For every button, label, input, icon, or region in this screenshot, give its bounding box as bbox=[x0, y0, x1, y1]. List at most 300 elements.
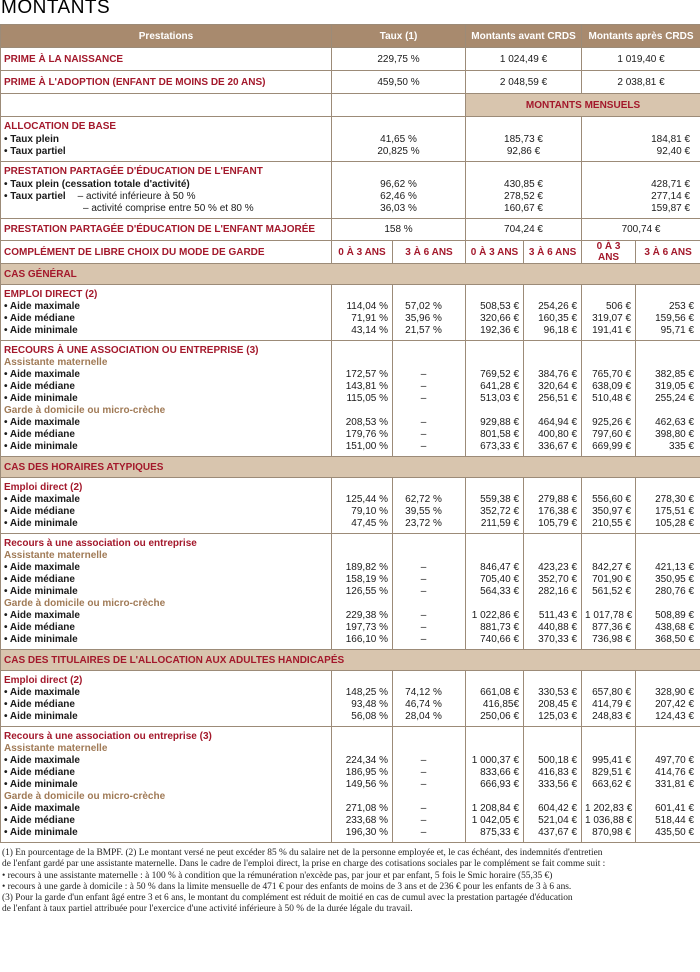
footnote-line: de l'enfant gardé par une assistante maternelle. Dans le cadre de l'emploi direct, la prise en charge des cotisations sociales par le complément se fait comme suit : bbox=[2, 859, 606, 870]
value: 124,43 € bbox=[655, 711, 695, 722]
base-apres bbox=[582, 117, 700, 162]
cmg-value-col bbox=[393, 478, 466, 534]
aide-label: • Aide médiane bbox=[4, 381, 75, 392]
value: 28,04 % bbox=[405, 711, 442, 722]
value: 797,60 € bbox=[592, 429, 632, 440]
value: 62,72 % bbox=[405, 494, 442, 505]
value: 41,65 % bbox=[380, 134, 417, 145]
value: 319,05 € bbox=[655, 381, 695, 392]
footnote-line: (3) Pour la garde d'un enfant âgé entre 3 et 6 ans, le montant du complément est réduit de moitié en cas de cumul avec la prestation partagée d'éducation bbox=[2, 893, 573, 904]
cmg-apres-3-6: 3 À 6 ANS bbox=[636, 241, 700, 264]
value: 842,27 € bbox=[592, 562, 632, 573]
table-header bbox=[1, 25, 700, 48]
base-row-label: • Taux partiel bbox=[4, 146, 66, 157]
value: 663,62 € bbox=[592, 779, 632, 790]
value: 604,42 € bbox=[538, 803, 578, 814]
footnote-line: • recours à une garde à domicile : à 50 % dans la limite mensuelle de 471 € pour des enfants de moins de 3 ans et de 236 € pour les enfants de 3 à 6 ans. bbox=[2, 881, 572, 892]
aide-label: • Aide médiane bbox=[4, 767, 75, 778]
cmg-block-title: Emploi direct (2) bbox=[4, 482, 83, 493]
cmg-value-col bbox=[636, 534, 700, 650]
cmg-value-col bbox=[582, 534, 636, 650]
aide-label: • Aide médiane bbox=[4, 506, 75, 517]
value: 641,28 € bbox=[480, 381, 520, 392]
value: 149,56 % bbox=[345, 779, 388, 790]
cmg-value-col bbox=[524, 478, 582, 534]
prepare-sub1: – activité inférieure à 50 % bbox=[77, 191, 196, 202]
value: 331,81 € bbox=[655, 779, 695, 790]
value: 39,55 % bbox=[405, 506, 442, 517]
value: – bbox=[420, 381, 427, 392]
cmg-taux-3-6: 3 À 6 ANS bbox=[393, 241, 466, 264]
aide-label: • Aide maximale bbox=[4, 417, 80, 428]
apres-majoree: 700,74 € bbox=[582, 219, 700, 241]
value: 352,70 € bbox=[538, 574, 578, 585]
cmg-subgroup-title: Garde à domicile ou micro-crèche bbox=[4, 791, 166, 802]
cmg-block-title: Recours à une association ou entreprise (3) bbox=[4, 731, 212, 742]
cmg-block bbox=[1, 534, 700, 650]
avant-naissance: 1 024,49 € bbox=[466, 48, 582, 71]
apres-adoption: 2 038,81 € bbox=[582, 71, 700, 94]
cmg-value-col bbox=[332, 285, 393, 341]
value: 995,41 € bbox=[592, 755, 632, 766]
row-cmg bbox=[1, 241, 700, 264]
value: 151,00 % bbox=[345, 441, 388, 452]
base-avant bbox=[466, 117, 582, 162]
value: 423,23 € bbox=[538, 562, 578, 573]
value: 497,70 € bbox=[655, 755, 695, 766]
cmg-value-col bbox=[332, 341, 393, 457]
value: 335 € bbox=[669, 441, 695, 452]
value: 384,76 € bbox=[538, 369, 578, 380]
value: 36,03 % bbox=[380, 203, 417, 214]
value: 278,30 € bbox=[655, 494, 695, 505]
value: 96,62 % bbox=[380, 179, 417, 190]
cmg-block-title: Recours à une association ou entreprise bbox=[4, 538, 197, 549]
value: 330,53 € bbox=[538, 687, 578, 698]
band-cas-general-label: CAS GÉNÉRAL bbox=[1, 264, 700, 285]
band-cas-general bbox=[1, 264, 700, 285]
value: 440,88 € bbox=[538, 622, 578, 633]
aide-label: • Aide maximale bbox=[4, 610, 80, 621]
value: 462,63 € bbox=[655, 417, 695, 428]
value: 333,56 € bbox=[538, 779, 578, 790]
col-prestations: Prestations bbox=[1, 25, 332, 48]
value: 430,85 € bbox=[504, 179, 543, 190]
value: – bbox=[420, 767, 427, 778]
value: 191,41 € bbox=[592, 325, 632, 336]
value: 186,95 % bbox=[345, 767, 388, 778]
value: 666,93 € bbox=[480, 779, 520, 790]
value: 561,52 € bbox=[592, 586, 632, 597]
row-prepare bbox=[1, 162, 700, 219]
value: 71,91 % bbox=[351, 313, 388, 324]
row-mensuels bbox=[1, 94, 700, 117]
cmg-value-col bbox=[636, 341, 700, 457]
value: 185,73 € bbox=[504, 134, 543, 145]
cmg-value-col bbox=[636, 727, 700, 843]
value: 172,57 % bbox=[345, 369, 388, 380]
value: 166,10 % bbox=[345, 634, 388, 645]
cmg-subgroup-title: Garde à domicile ou micro-crèche bbox=[4, 598, 166, 609]
value: – bbox=[420, 634, 427, 645]
value: 398,80 € bbox=[655, 429, 695, 440]
band-horaires-atypiques bbox=[1, 457, 700, 478]
value: 148,25 % bbox=[345, 687, 388, 698]
value: 877,36 € bbox=[592, 622, 632, 633]
cmg-value-col bbox=[524, 341, 582, 457]
value: 513,03 € bbox=[480, 393, 520, 404]
value: 280,76 € bbox=[655, 586, 695, 597]
value: 175,51 € bbox=[655, 506, 695, 517]
footnote-line: (1) En pourcentage de la BMPF. (2) Le montant versé ne peut excéder 85 % du salaire net de la personne employée et, le cas échéant, des indemnités d'entretien bbox=[2, 848, 603, 858]
value: 211,59 € bbox=[480, 518, 520, 529]
value: 400,80 € bbox=[538, 429, 578, 440]
value: 510,48 € bbox=[592, 393, 632, 404]
value: 736,98 € bbox=[592, 634, 632, 645]
value: 210,55 € bbox=[592, 518, 632, 529]
aide-label: • Aide médiane bbox=[4, 313, 75, 324]
aide-label: • Aide minimale bbox=[4, 779, 78, 790]
value: 320,64 € bbox=[538, 381, 578, 392]
spacer-cell bbox=[1, 94, 332, 117]
value: 158,19 % bbox=[345, 574, 388, 585]
value: 925,26 € bbox=[592, 417, 632, 428]
cmg-value-col bbox=[332, 671, 393, 727]
cmg-block-labels bbox=[1, 341, 332, 457]
cmg-value-col bbox=[636, 478, 700, 534]
value: 125,03 € bbox=[538, 711, 578, 722]
value: 189,82 % bbox=[345, 562, 388, 573]
value: 105,79 € bbox=[538, 518, 578, 529]
value: 1 000,37 € bbox=[471, 755, 520, 766]
cmg-block-labels bbox=[1, 534, 332, 650]
value: 1 022,86 € bbox=[471, 610, 520, 621]
value: 43,14 % bbox=[351, 325, 388, 336]
value: 421,13 € bbox=[655, 562, 695, 573]
cmg-value-col bbox=[393, 671, 466, 727]
value: 518,44 € bbox=[655, 815, 695, 826]
value: 278,52 € bbox=[504, 191, 543, 202]
value: 508,53 € bbox=[480, 301, 520, 312]
value: 23,72 % bbox=[405, 518, 442, 529]
cmg-value-col bbox=[393, 727, 466, 843]
band-horaires-atypiques-label: CAS DES HORAIRES ATYPIQUES bbox=[1, 457, 700, 478]
value: 870,98 € bbox=[592, 827, 632, 838]
value: 320,66 € bbox=[480, 313, 520, 324]
value: 506 € bbox=[606, 301, 632, 312]
cmg-value-col bbox=[332, 727, 393, 843]
cmg-avant-0-3: 0 À 3 ANS bbox=[466, 241, 524, 264]
value: 638,09 € bbox=[592, 381, 632, 392]
aide-label: • Aide minimale bbox=[4, 441, 78, 452]
value: 160,67 € bbox=[504, 203, 543, 214]
value: 20,825 % bbox=[377, 146, 420, 157]
label-adoption bbox=[1, 71, 332, 94]
cmg-value-col bbox=[332, 534, 393, 650]
aide-label: • Aide maximale bbox=[4, 755, 80, 766]
cmg-block-labels bbox=[1, 478, 332, 534]
value: 705,40 € bbox=[480, 574, 520, 585]
cmg-block bbox=[1, 285, 700, 341]
cmg-value-col bbox=[466, 478, 524, 534]
cmg-value-col bbox=[582, 478, 636, 534]
base-title: ALLOCATION DE BASE bbox=[4, 121, 117, 132]
value: 500,18 € bbox=[538, 755, 578, 766]
value: 740,66 € bbox=[480, 634, 520, 645]
cmg-value-col bbox=[636, 671, 700, 727]
cmg-value-col bbox=[393, 341, 466, 457]
cmg-block-labels bbox=[1, 285, 332, 341]
prepare-labels bbox=[1, 162, 332, 219]
aide-label: • Aide minimale bbox=[4, 634, 78, 645]
value: 601,41 € bbox=[655, 803, 695, 814]
col-avant-crds: Montants avant CRDS bbox=[466, 25, 582, 48]
col-taux: Taux (1) bbox=[332, 25, 466, 48]
cmg-avant-3-6: 3 À 6 ANS bbox=[524, 241, 582, 264]
prepare-avant bbox=[466, 162, 582, 219]
cmg-block bbox=[1, 478, 700, 534]
value: 875,33 € bbox=[480, 827, 520, 838]
avant-majoree: 704,24 € bbox=[466, 219, 582, 241]
value: 56,08 % bbox=[351, 711, 388, 722]
cmg-taux-0-3: 0 À 3 ANS bbox=[332, 241, 393, 264]
taux-majoree: 158 % bbox=[332, 219, 466, 241]
aide-label: • Aide médiane bbox=[4, 574, 75, 585]
band-aah bbox=[1, 650, 700, 671]
prepare-title: PRESTATION PARTAGÉE D'ÉDUCATION DE L'ENFANT bbox=[4, 166, 263, 177]
base-taux bbox=[332, 117, 466, 162]
value: 254,26 € bbox=[538, 301, 578, 312]
value: 769,52 € bbox=[480, 369, 520, 380]
apres-naissance: 1 019,40 € bbox=[582, 48, 700, 71]
cmg-value-col bbox=[466, 727, 524, 843]
value: 833,66 € bbox=[480, 767, 520, 778]
cmg-value-col bbox=[466, 285, 524, 341]
cmg-block bbox=[1, 671, 700, 727]
row-allocation-base bbox=[1, 117, 700, 162]
value: – bbox=[420, 562, 427, 573]
prepare-apres bbox=[582, 162, 700, 219]
montants-mensuels-heading: MONTANTS MENSUELS bbox=[466, 94, 700, 117]
value: 279,88 € bbox=[538, 494, 578, 505]
value: 256,51 € bbox=[538, 393, 578, 404]
value: 673,33 € bbox=[480, 441, 520, 452]
value: – bbox=[420, 779, 427, 790]
value: 511,43 € bbox=[538, 610, 578, 621]
aide-label: • Aide maximale bbox=[4, 494, 80, 505]
value: 881,73 € bbox=[480, 622, 520, 633]
value: 74,12 % bbox=[405, 687, 442, 698]
cmg-block bbox=[1, 727, 700, 843]
value: 1 017,78 € bbox=[585, 610, 633, 621]
value: 282,16 € bbox=[538, 586, 578, 597]
value: 92,86 € bbox=[506, 146, 541, 157]
value: 95,71 € bbox=[660, 325, 695, 336]
value: 564,33 € bbox=[480, 586, 520, 597]
value: – bbox=[420, 827, 427, 838]
value: 661,08 € bbox=[480, 687, 520, 698]
value: 929,88 € bbox=[480, 417, 520, 428]
label-majoree: PRESTATION PARTAGÉE D'ÉDUCATION DE L'ENFANT MAJORÉE bbox=[1, 219, 332, 241]
label-cmg: COMPLÉMENT DE LIBRE CHOIX DU MODE DE GARDE bbox=[1, 241, 332, 264]
value: 255,24 € bbox=[655, 393, 695, 404]
cmg-value-col bbox=[524, 285, 582, 341]
value: 160,35 € bbox=[538, 313, 578, 324]
value: 1 202,83 € bbox=[585, 803, 633, 814]
footnote-line: de l'enfant à taux partiel attribuée pour l'exercice d'une activité inférieure à 50 % de la durée légale du travail. bbox=[2, 904, 413, 915]
cmg-value-col bbox=[393, 534, 466, 650]
aide-label: • Aide médiane bbox=[4, 622, 75, 633]
aide-label: • Aide minimale bbox=[4, 325, 78, 336]
value: – bbox=[420, 429, 427, 440]
value: 35,96 % bbox=[405, 313, 442, 324]
aide-label: • Aide maximale bbox=[4, 562, 80, 573]
value: 92,40 € bbox=[656, 146, 691, 157]
cmg-value-col bbox=[393, 285, 466, 341]
amounts-table bbox=[0, 24, 700, 843]
value: 669,99 € bbox=[592, 441, 632, 452]
value: 192,36 € bbox=[480, 325, 520, 336]
value: 846,47 € bbox=[480, 562, 520, 573]
value: 368,50 € bbox=[655, 634, 695, 645]
prepare-taux bbox=[332, 162, 466, 219]
value: 229,38 % bbox=[345, 610, 388, 621]
value: 701,90 € bbox=[592, 574, 632, 585]
value: 277,14 € bbox=[651, 191, 691, 202]
value: – bbox=[420, 441, 427, 452]
cmg-value-col bbox=[582, 727, 636, 843]
band-aah-label: CAS DES TITULAIRES DE L'ALLOCATION AUX ADULTES HANDICAPÉS bbox=[1, 650, 700, 671]
value: 350,95 € bbox=[655, 574, 695, 585]
cmg-value-col bbox=[524, 534, 582, 650]
value: – bbox=[420, 803, 427, 814]
value: 248,83 € bbox=[592, 711, 632, 722]
cmg-value-col bbox=[524, 671, 582, 727]
value: 114,04 % bbox=[346, 301, 388, 312]
value: 47,45 % bbox=[351, 518, 388, 529]
value: 126,55 % bbox=[345, 586, 388, 597]
value: 208,45 € bbox=[538, 699, 578, 710]
value: 801,58 € bbox=[480, 429, 520, 440]
prepare-plein: • Taux plein (cessation totale d'activité) bbox=[4, 179, 190, 190]
aide-label: • Aide maximale bbox=[4, 301, 80, 312]
value: 115,05 % bbox=[346, 393, 388, 404]
aide-label: • Aide maximale bbox=[4, 369, 80, 380]
value: – bbox=[420, 393, 427, 404]
taux-adoption: 459,50 % bbox=[332, 71, 466, 94]
value: 438,68 € bbox=[655, 622, 695, 633]
avant-adoption: 2 048,59 € bbox=[466, 71, 582, 94]
cmg-value-col bbox=[582, 341, 636, 457]
aide-label: • Aide minimale bbox=[4, 711, 78, 722]
cmg-value-col bbox=[466, 671, 524, 727]
value: 370,33 € bbox=[538, 634, 578, 645]
value: 382,85 € bbox=[655, 369, 695, 380]
value: 657,80 € bbox=[592, 687, 632, 698]
value: 62,46 % bbox=[380, 191, 417, 202]
base-labels bbox=[1, 117, 332, 162]
value: 46,74 % bbox=[405, 699, 442, 710]
cmg-subgroup-title: Garde à domicile ou micro-crèche bbox=[4, 405, 166, 416]
cmg-value-col bbox=[524, 727, 582, 843]
value: 233,68 % bbox=[345, 815, 388, 826]
value: 416,83 € bbox=[538, 767, 578, 778]
aide-label: • Aide médiane bbox=[4, 699, 75, 710]
value: 105,28 € bbox=[655, 518, 695, 529]
value: 250,06 € bbox=[480, 711, 520, 722]
cmg-block bbox=[1, 341, 700, 457]
cmg-block-title: EMPLOI DIRECT (2) bbox=[4, 289, 98, 300]
taux-naissance: 229,75 % bbox=[332, 48, 466, 71]
cmg-value-col bbox=[466, 534, 524, 650]
value: 559,38 € bbox=[480, 494, 520, 505]
value: – bbox=[420, 574, 427, 585]
value: 319,07 € bbox=[592, 313, 632, 324]
cmg-block-labels bbox=[1, 727, 332, 843]
cmg-value-col bbox=[466, 341, 524, 457]
value: 21,57 % bbox=[405, 325, 442, 336]
value: 328,90 € bbox=[655, 687, 695, 698]
value: 414,76 € bbox=[655, 767, 695, 778]
value: 414,79 € bbox=[592, 699, 632, 710]
cmg-value-col bbox=[582, 285, 636, 341]
value: – bbox=[420, 610, 427, 621]
value: 143,81 % bbox=[345, 381, 388, 392]
value: 1 036,88 € bbox=[585, 815, 633, 826]
label-naissance: PRIME À LA NAISSANCE bbox=[1, 48, 332, 71]
value: – bbox=[420, 622, 427, 633]
footnote-line: • recours à une assistante maternelle : à 100 % à condition que la rémunération n'excède pas, par jour et par enfant, 5 fois le Smic horaire (55,35 €) bbox=[2, 870, 553, 881]
aide-label: • Aide minimale bbox=[4, 518, 78, 529]
aide-label: • Aide minimale bbox=[4, 393, 78, 404]
value: 96,18 € bbox=[543, 325, 578, 336]
value: 179,76 % bbox=[345, 429, 388, 440]
row-naissance bbox=[1, 48, 700, 71]
spacer-cell bbox=[332, 94, 466, 117]
value: 57,02 % bbox=[405, 301, 442, 312]
cmg-block-title: Emploi direct (2) bbox=[4, 675, 83, 686]
value: 435,50 € bbox=[655, 827, 695, 838]
value: – bbox=[420, 586, 427, 597]
value: 159,87 € bbox=[651, 203, 691, 214]
page-title: MONTANTS bbox=[1, 0, 111, 18]
value: 1 208,84 € bbox=[471, 803, 520, 814]
value: – bbox=[420, 755, 427, 766]
aide-label: • Aide maximale bbox=[4, 687, 80, 698]
value: – bbox=[420, 369, 427, 380]
value: 765,70 € bbox=[592, 369, 632, 380]
value: 521,04 € bbox=[538, 815, 578, 826]
value: 556,60 € bbox=[592, 494, 632, 505]
value: 196,30 % bbox=[345, 827, 388, 838]
value: 208,53 % bbox=[345, 417, 388, 428]
value: 176,38 € bbox=[538, 506, 578, 517]
value: – bbox=[420, 815, 427, 826]
value: 253 € bbox=[669, 301, 695, 312]
col-apres-crds: Montants après CRDS bbox=[582, 25, 700, 48]
cmg-value-col bbox=[636, 285, 700, 341]
prepare-sub2: – activité comprise entre 50 % et 80 % bbox=[83, 203, 254, 214]
value: – bbox=[420, 417, 427, 428]
cmg-subgroup-title: Assistante maternelle bbox=[4, 743, 108, 754]
value: 93,48 % bbox=[351, 699, 388, 710]
value: 125,44 % bbox=[345, 494, 388, 505]
aide-label: • Aide minimale bbox=[4, 827, 78, 838]
value: 207,42 € bbox=[655, 699, 695, 710]
aide-label: • Aide minimale bbox=[4, 586, 78, 597]
value: 428,71 € bbox=[651, 179, 691, 190]
value: 184,81 € bbox=[651, 134, 691, 145]
